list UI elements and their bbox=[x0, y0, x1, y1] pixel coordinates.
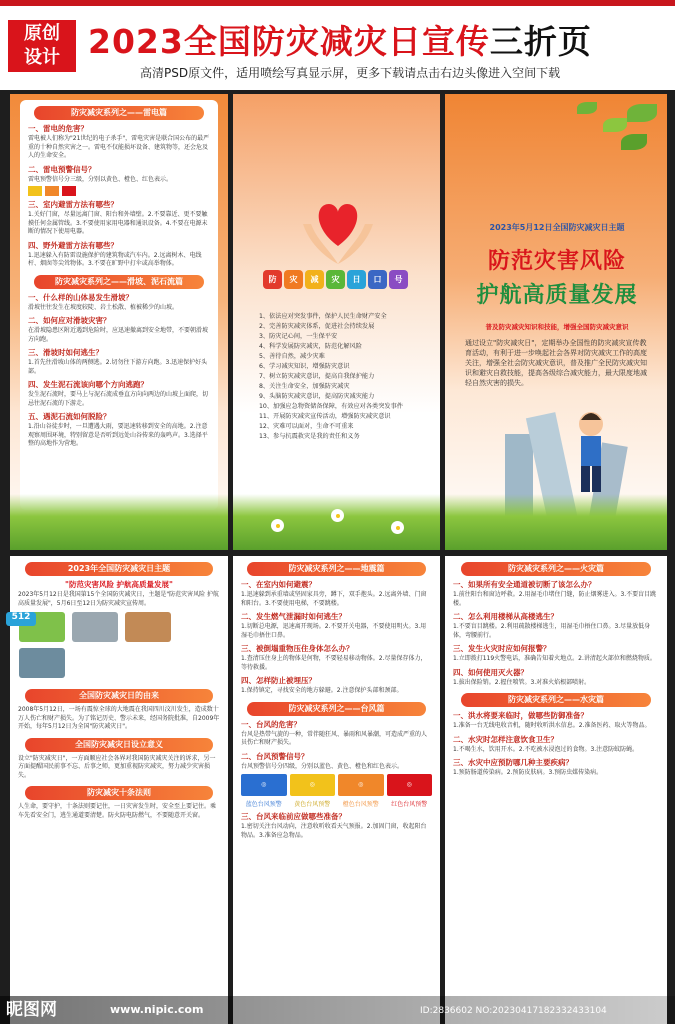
body-text: 2023年5月12日是我国第15个全国防灾减灾日，主题是"防范灾害风险 护航高质量发展"，5月6日至12日为防灾减灾宣传周。 bbox=[18, 591, 220, 607]
grass-decoration bbox=[445, 494, 667, 550]
flower-icon bbox=[393, 523, 402, 532]
slogan-item: 1、依法应对突发事件，保护人民生命财产安全 bbox=[259, 313, 387, 320]
photo-placeholder bbox=[19, 648, 65, 678]
slogan-item: 5、善待自然，减少灾难 bbox=[259, 353, 325, 360]
theme-date-line: 2023年5月12日全国防灾减灾日主题 bbox=[489, 223, 625, 232]
leaf-icon bbox=[603, 118, 627, 132]
slogan-item: 4、科学发展防灾减灾，防范化解风险 bbox=[259, 343, 362, 350]
question-heading: 一、什么样的山体易发生滑坡？ bbox=[28, 292, 133, 302]
typhoon-red-icon: ◎ bbox=[387, 774, 433, 796]
question-heading: 一、如果所有安全通道被切断了该怎么办？ bbox=[453, 580, 596, 589]
leaf-icon bbox=[577, 102, 597, 114]
red-signal-icon bbox=[62, 186, 76, 196]
body-text: 滑坡往往发生在坡度较陡、岩土松散、植被稀少的山坡。 bbox=[28, 303, 179, 311]
body-text: 2008年5月12日，一场有震惊全球的大地震在我国四川汶川发生，造成数十万人伤亡和财产损失。为了铭记历史、警示未来，经国务院批准，自2009年开始，每年5月12日为全国"防灾减灾日"。 bbox=[18, 706, 220, 730]
body-text: 1.准备一台无线电收音机，随时收听洪水信息。2.准备医药、取火等物品。 bbox=[453, 722, 651, 729]
slogan-item: 6、学习减灾知识，增强防灾意识 bbox=[259, 363, 350, 370]
typhoon-label-row bbox=[241, 799, 432, 808]
question-heading: 一、台风的危害？ bbox=[241, 719, 301, 729]
question-heading: 二、怎么利用楼梯从高楼逃生？ bbox=[453, 612, 558, 621]
typhoon-label: 黄色台风预警 bbox=[294, 801, 331, 808]
typhoon-orange-icon: ◎ bbox=[338, 774, 384, 796]
theme-title-2: 护航高质量发展 bbox=[476, 283, 638, 308]
slogan-item: 2、完善防灾减灾体系，促进社会持续发展 bbox=[259, 323, 375, 330]
section-header: 防灾减灾系列之——台风篇 bbox=[247, 702, 425, 716]
photo-placeholder bbox=[72, 612, 118, 642]
slogan-item: 12、灾难可以面对，生命不可重来 bbox=[259, 423, 354, 430]
body-text: 1.拔出保险销。2.握住喷管。3.对准火焰根部喷射。 bbox=[453, 678, 591, 686]
hex-char: 口 bbox=[368, 270, 387, 289]
section-header: 防灾减灾系列之——雷电篇 bbox=[34, 106, 204, 120]
question-heading: 一、洪水将要来临时，做哪些防御准备？ bbox=[453, 711, 588, 720]
leaf-icon bbox=[621, 134, 647, 150]
top-left-panel bbox=[10, 94, 228, 550]
typhoon-label: 蓝色台风预警 bbox=[245, 801, 282, 808]
question-heading: 二、发生燃气泄漏时如何逃生？ bbox=[241, 612, 346, 621]
body-text: 1.不要盲目跳楼。2.利用疏散楼梯逃生，用湿毛巾捂住口鼻。3.尽量放低身体，弯腰前行。 bbox=[453, 623, 651, 639]
top-left-content bbox=[20, 100, 218, 510]
body-text: 设立"防灾减灾日"，一方面顺应社会各界对我国防灾减灾关注的诉求，另一方面提醒国民前事不忘、后事之师，更加重视防灾减灾，努力减少灾害损失。 bbox=[18, 754, 216, 779]
slogan-item: 8、关注生命安全，加强防灾减灾 bbox=[259, 383, 350, 390]
hex-char: 灾 bbox=[326, 270, 345, 289]
theme-title-1: 防范灾害风险 bbox=[487, 249, 626, 274]
theme-paragraph: 通过设立"防灾减灾日"，定期举办全国性的防灾减灾宣传教育活动，有利于进一步唤起社会各界对防灾减灾工作的高度关注，增强全社会防灾减灾意识，普及推广全民防灾减灾知识和避灾自救技能，提高各级综合减灾能力，最大限度地减轻自然灾害的损失。 bbox=[465, 339, 647, 387]
body-text: 台风预警信号分四级，分别以蓝色、黄色、橙色和红色表示。 bbox=[241, 762, 404, 770]
slogan-list bbox=[259, 312, 429, 442]
question-heading: 三、室内避雷方法有哪些？ bbox=[28, 200, 118, 209]
title-black: 三折页 bbox=[489, 22, 592, 61]
grass-decoration bbox=[10, 494, 228, 550]
section-header: 2023年全国防灾减灾日主题 bbox=[25, 562, 212, 576]
body-text: 1.立即拨打119火警电话，准确告知着火地点。2.讲清起火部位和燃烧物质。 bbox=[453, 655, 656, 662]
question-heading: 四、怎样防止被埋压？ bbox=[241, 676, 316, 685]
question-heading: 五、遇泥石流如何脱险？ bbox=[28, 412, 111, 421]
page-title bbox=[88, 16, 668, 63]
body-text: 雷电预警信号分三级，分别以黄色、橙色、红色表示。 bbox=[28, 175, 173, 183]
flower-icon bbox=[273, 521, 282, 530]
body-text: 1.不喝生水，饮用开水。2.不吃被水浸泡过的食物。3.注意防蚊防蝇。 bbox=[453, 745, 639, 753]
question-heading: 二、雷电预警信号？ bbox=[28, 164, 96, 174]
badge-512: 512 bbox=[6, 612, 36, 626]
typhoon-signal-row bbox=[241, 774, 432, 796]
header-banner bbox=[0, 0, 675, 90]
nipic-logo: 昵图网 bbox=[6, 1000, 57, 1020]
typhoon-yellow-icon: ◎ bbox=[290, 774, 336, 796]
hex-char: 号 bbox=[389, 270, 408, 289]
question-heading: 三、水灾中应预防哪几种主要疾病？ bbox=[453, 758, 573, 767]
question-heading: 四、如何使用灭火器？ bbox=[453, 667, 528, 677]
body-text: 1.迅速躲到承重墙或坚固家具旁，蹲下，双手抱头。2.远离外墙、门窗和阳台。3.不要使用电梯，不要跳楼。 bbox=[241, 591, 427, 607]
question-heading: 二、如何应对滑坡灾害？ bbox=[28, 316, 111, 325]
section-header: 防灾减灾十条法则 bbox=[25, 786, 212, 800]
hex-char: 灾 bbox=[284, 270, 303, 289]
slogan-item: 7、树立防灾减灾意识，提高自我保护能力 bbox=[259, 373, 375, 380]
typhoon-label: 红色台风预警 bbox=[391, 801, 428, 808]
leaf-icon bbox=[627, 104, 657, 122]
slogan-item: 10、加强应急物资储备保障，有效应对各类突发事件 bbox=[259, 403, 403, 410]
question-heading: 一、在室内如何避震？ bbox=[241, 580, 316, 589]
orange-signal-icon bbox=[45, 186, 59, 196]
body-text: 台风是热带气旋的一种，常伴随狂风、暴雨和风暴潮，可造成严重的人员伤亡和财产损失。 bbox=[241, 730, 428, 746]
question-heading: 四、发生泥石流该向哪个方向逃跑？ bbox=[28, 380, 148, 389]
title-red: 2023全国防灾减灾日宣传 bbox=[88, 22, 490, 61]
bottom-left-panel bbox=[10, 556, 228, 1024]
question-heading: 三、台风来临前应做哪些准备？ bbox=[241, 812, 346, 821]
slogan-hex-row bbox=[263, 270, 413, 294]
section-header: 全国防灾减灾日设立意义 bbox=[25, 738, 212, 752]
hex-char: 减 bbox=[305, 270, 324, 289]
theme-quote: "防范灾害风险 护航高质量发展" bbox=[65, 580, 173, 589]
body-text: 1.前往阳台和窗边呼救。2.用湿毛巾堵住门缝，防止烟雾进入。3.不要盲目跳楼。 bbox=[453, 591, 657, 607]
typhoon-blue-icon: ◎ bbox=[241, 774, 287, 796]
body-text: 在滑坡隐患区附近遇到危险时，应迅速撤离到安全地带，不要朝滑坡方向跑。 bbox=[28, 327, 209, 343]
hex-char: 防 bbox=[263, 270, 282, 289]
grass-decoration bbox=[233, 494, 440, 550]
question-heading: 三、发生火灾时应如何报警？ bbox=[453, 644, 551, 653]
top-middle-panel bbox=[233, 94, 440, 550]
slogan-item: 13、参与抗震救灾是我的责任和义务 bbox=[259, 433, 360, 440]
heart-hands-icon bbox=[293, 184, 383, 274]
lightning-signal-icons bbox=[28, 186, 210, 196]
nipic-url: www.nipic.com bbox=[110, 1003, 204, 1016]
body-text: 1.查清压住身上的物体是何物，不要轻易移动物体。2.尽量保存体力，等待救援。 bbox=[241, 655, 427, 671]
page-subtitle: 高清PSD原文件，适用喷绘写真显示屏，更多下载请点击右边头像进入空间下载 bbox=[140, 66, 561, 80]
question-heading: 四、野外避雷方法有哪些？ bbox=[28, 240, 118, 250]
section-header: 防灾减灾系列之——水灾篇 bbox=[461, 693, 652, 707]
watermark-bar bbox=[0, 996, 675, 1024]
section-header: 防灾减灾系列之——火灾篇 bbox=[461, 562, 652, 576]
section-header: 防灾减灾系列之——地震篇 bbox=[247, 562, 425, 576]
banner-stripe bbox=[0, 0, 675, 6]
bottom-middle-panel bbox=[233, 556, 440, 1024]
body-text: 1.沿山谷徒步时，一旦遭遇大雨，要迅速转移到安全的高地。2.注意观察周围环境，特别留意是否听到远处山谷传来的轰鸣声。3.选择平整的高地作为营地。 bbox=[28, 423, 208, 447]
question-heading: 一、雷电的危害？ bbox=[28, 124, 88, 133]
section-header: 全国防灾减灾日的由来 bbox=[25, 689, 212, 703]
photo-placeholder bbox=[125, 612, 171, 642]
flower-icon bbox=[333, 511, 342, 520]
question-heading: 三、滑坡时如何逃生？ bbox=[28, 348, 103, 357]
top-right-panel bbox=[445, 94, 667, 550]
body-text: 发生泥石流时，要马上与泥石流成垂直方向向两边的山坡上面爬，切忌往泥石流的下游走。 bbox=[28, 391, 209, 407]
question-heading: 二、台风预警信号？ bbox=[241, 751, 309, 761]
theme-subline: 普及防灾减灾知识和技能，增强全国防灾减灾意识 bbox=[485, 323, 629, 331]
hex-char: 日 bbox=[347, 270, 366, 289]
original-design-logo: 原创 设计 bbox=[8, 20, 76, 72]
body-text: 1.密切关注台风动向，注意收听收看天气预报。2.加固门窗，收起阳台物品。3.准备应急物品。 bbox=[241, 823, 427, 839]
body-text: 1.预防肠道传染病。2.预防皮肤病。3.预防虫媒传染病。 bbox=[453, 769, 603, 776]
body-text: 人生命，要守护，十条法则要记住，一日灾害发生时，安全至上要记住。乘车先看安全门，逃生通道要清楚。防火防电防燃气，不要随意开关窗。 bbox=[18, 803, 217, 819]
tree-branch-decoration bbox=[547, 94, 667, 174]
body-text: 1.保持镇定，寻找安全的地方躲避。2.注意保护头部和颈部。 bbox=[241, 687, 403, 694]
yellow-signal-icon bbox=[28, 186, 42, 196]
body-text: 1.首先往滑坡山体的两侧逃。2.切勿往下游方向跑。3.迅速保护好头部。 bbox=[28, 359, 208, 375]
slogan-item: 3、防灾记心间，一生保平安 bbox=[259, 333, 338, 340]
question-heading: 三、被倒塌重物压住身体怎么办？ bbox=[241, 644, 354, 653]
slogan-item: 9、头脑防灾减灾意识，提高防灾减灾能力 bbox=[259, 393, 375, 400]
body-text: 1.关好门窗，尽量远离门窗、阳台和外墙壁。2.不要靠近、更不要触摸任何金属管线。3.不要使用家用电器和通讯设备。4.不要在电源未断的情况下使用电器。 bbox=[28, 211, 208, 235]
body-text: 1.迅速躲入有防雷设施保护的建筑物或汽车内。2.远离树木、电线杆、烟囱等尖耸物体。3.不要在旷野中打伞或高举物体。 bbox=[28, 251, 202, 267]
question-heading: 二、水灾时怎样注意饮食卫生？ bbox=[453, 734, 558, 744]
body-text: 1.切断总电源，迅速离开现场。2.不要开关电器，不要使用明火。3.用湿毛巾捂住口鼻。 bbox=[241, 623, 427, 639]
body-text: 雷电被人们称为"21世纪的电子杀手"，雷电灾害是联合国公布的最严重的十种自然灾害之一。雷电不仅能损坏设备、建筑物等，还会危及人的生命安全。 bbox=[28, 135, 210, 159]
section-header: 防灾减灾系列之——滑坡、泥石流篇 bbox=[34, 275, 204, 289]
typhoon-label: 橙色台风预警 bbox=[342, 801, 379, 808]
bottom-right-panel bbox=[445, 556, 667, 1024]
image-id-text: ID:2836602 NO:20230417182332433104 bbox=[420, 1006, 607, 1016]
image-strip bbox=[18, 611, 220, 683]
slogan-item: 11、开展防灾减灾宣传活动，增强防灾减灾意识 bbox=[259, 413, 391, 420]
